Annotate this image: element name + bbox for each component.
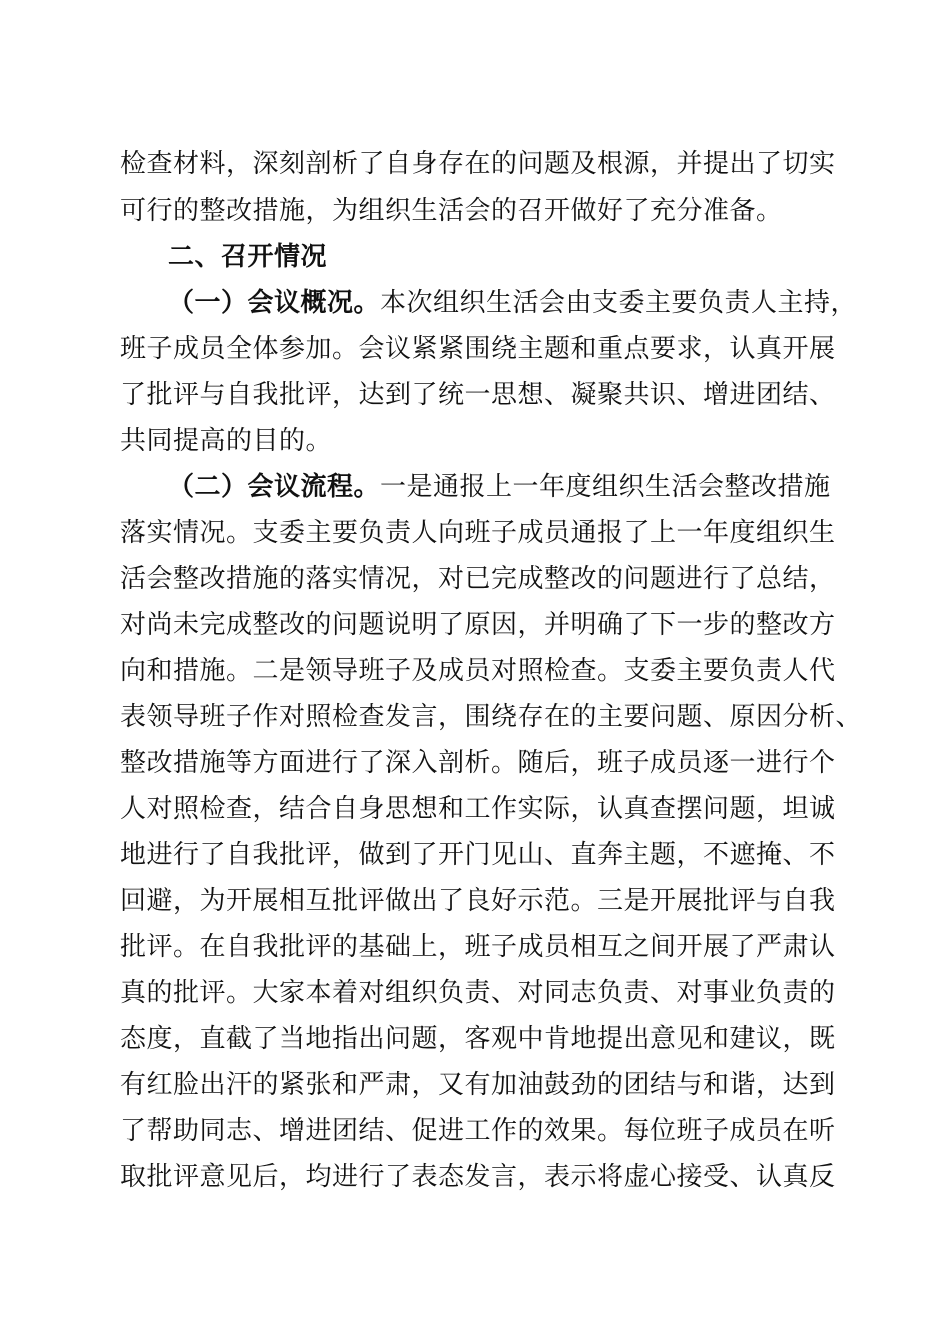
paragraph-line: 活会整改措施的落实情况，对已完成整改的问题进行了总结， xyxy=(120,564,836,594)
paragraph-line: 可行的整改措施，为组织生活会的召开做好了充分准备。 xyxy=(120,196,783,226)
paragraph-line: 了帮助同志、增进团结、促进工作的效果。每位班子成员在听 xyxy=(120,1116,836,1146)
paragraph-line: 班子成员全体参加。会议紧紧围绕主题和重点要求，认真开展 xyxy=(120,334,836,364)
paragraph-line: 整改措施等方面进行了深入剖析。随后，班子成员逐一进行个 xyxy=(120,748,836,778)
paragraph-line: 检查材料，深刻剖析了自身存在的问题及根源，并提出了切实 xyxy=(120,149,836,179)
paragraph-line: 对尚未完成整改的问题说明了原因，并明确了下一步的整改方 xyxy=(120,610,836,640)
paragraph-text: 一是通报上一年度组织生活会整改措施 xyxy=(380,472,831,502)
paragraph-text: 本次组织生活会由支委主要负责人主持， xyxy=(380,288,858,318)
paragraph-line: 人对照检查，结合自身思想和工作实际，认真查摆问题，坦诚 xyxy=(120,794,836,824)
paragraph-line: 向和措施。二是领导班子及成员对照检查。支委主要负责人代 xyxy=(120,656,836,686)
paragraph-line: 了批评与自我批评，达到了统一思想、凝聚共识、增进团结、 xyxy=(120,380,836,410)
paragraph-line: 有红脸出汗的紧张和严肃，又有加油鼓劲的团结与和谐，达到 xyxy=(120,1070,836,1100)
paragraph-line: 真的批评。大家本着对组织负责、对同志负责、对事业负责的 xyxy=(120,978,836,1008)
subsection-title: （一）会议概况。 xyxy=(168,288,381,318)
paragraph-line: 落实情况。支委主要负责人向班子成员通报了上一年度组织生 xyxy=(120,518,836,548)
subsection-title: （二）会议流程。 xyxy=(168,472,381,502)
paragraph-line: 批评。在自我批评的基础上，班子成员相互之间开展了严肃认 xyxy=(120,932,836,962)
paragraph-line xyxy=(168,286,878,320)
paragraph-line: 表领导班子作对照检查发言，围绕存在的主要问题、原因分析、 xyxy=(120,702,863,732)
paragraph-line xyxy=(168,470,878,504)
paragraph-line: 共同提高的目的。 xyxy=(120,426,333,456)
section-heading: 二、召开情况 xyxy=(168,242,328,272)
paragraph-line: 取批评意见后，均进行了表态发言，表示将虚心接受、认真反 xyxy=(120,1162,836,1192)
paragraph-line: 回避，为开展相互批评做出了良好示范。三是开展批评与自我 xyxy=(120,886,836,916)
paragraph-line: 地进行了自我批评，做到了开门见山、直奔主题，不遮掩、不 xyxy=(120,840,836,870)
paragraph-line: 态度，直截了当地指出问题，客观中肯地提出意见和建议，既 xyxy=(120,1024,836,1054)
